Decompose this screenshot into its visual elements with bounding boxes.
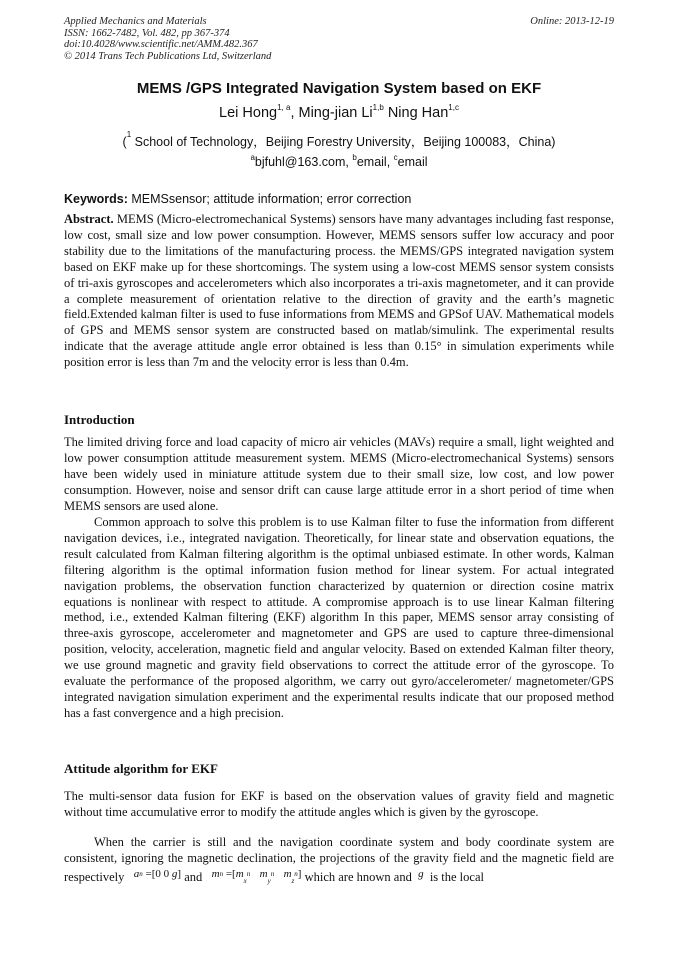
paragraph: Common approach to solve this problem is to use Kalman filter to fuse the information from different navigation devices, i.e., integrated navigation. Theoretically, for linear state and observation equations, the result calculated from Kalman filtering algorithm is the optimal unbiased estimate. In other words, Kalman filtering algorithm is the optimal information fusion method for linear system. For actual integrated navigation problems, the observation function characterized by quaternion or direction cosine matrix equations is nonlinear with respect to attitude. A compromise approach is to use linear Kalman filtering method, i.e., extended Kalman filtering (EKF) algorithm In this paper, MEMS sensor array consisting of three-axis gyroscope, accelerometer and magnetometer and GPS are used to capture three-dimensional position, velocity, acceleration, magnetic field and angular velocity. Based on extended Kalman filter theory, we use ground magnetic and gravity field observations to correct the attitude error of the gyroscope. To evaluate the performance of the proposed algorithm, we carry out gyro/accelerometer/ magnetometer/GPS integrated navigation simulation experiment and the experimental results indicate that our proposed method has a fast convergence and a high precision. (64, 515, 614, 720)
author-affil-mark: 1,b (372, 103, 384, 112)
keywords (64, 192, 614, 206)
journal-doi: doi:10.4028/www.scientific.net/AMM.482.367 (64, 39, 258, 50)
author-list: Lei Hong$^{1, a}$, Ming-jian Li$^{1,b}$ Ning Han$^{1,c}$ (219, 103, 459, 121)
author-affil-mark: 1, a (277, 103, 291, 112)
online-date: Online: 2013-12-19 (530, 16, 614, 27)
journal-name: Applied Mechanics and Materials (64, 16, 207, 27)
abstract (64, 212, 614, 371)
equation-gravity: $a^n =[0$ 0 g] (133, 867, 182, 880)
keywords-label: Keywords: (64, 192, 128, 206)
email-link[interactable]: email (356, 155, 387, 169)
journal-header (64, 16, 271, 62)
abstract-text: MEMS (Micro-electromechanical Systems) sensors have many advantages including fast response, low cost, small size and low power consumption. However, MEMS sensors suffer low accuracy and poor stability due to the limitations of the manufacturing process. the MEMS/GPS integrated navigation system based on EKF make up for these shortcomings. The system using a low-cost MEMS sensor system consists of tri-axis gyroscopes and accelerometers which also incorporates a tri-axis magnetometer, and it can provide a complete measurement of orientation relative to the direction of gravity and the earth’s magnetic field.Extended kalman filter is used to fuse informations from MEMS and GPSof UAV. Mathematical models of GPS and MEMS sensor system are constructed based on matlab/simulink. The experimental results indicate that the average attitude angle error obtained is less than 0.15° in simulation experiments while position error is less than 7m and the velocity error is less than 0.4m. (64, 212, 614, 370)
paragraph: The limited driving force and load capacity of micro air vehicles (MAVs) require a small, light weighted and low power consumption attitude measurement system. MEMS (Micro-electromechanical Systems) sensors have been widely used in miniature attitude system due to their small size, low cost, and low power consumption. However, noise and sensor drift can cause large attitude error in a short period of time when MEMS sensors are used alone. (64, 435, 614, 513)
email-list: $^a$bjfuhl@163.com, $^b$email, $^c$email (250, 153, 428, 169)
author-name: Ning Han (387, 105, 449, 121)
journal-issn: ISSN: 1662-7482, Vol. 482, pp 367-374 (64, 27, 230, 39)
paragraph: The multi-sensor data fusion for EKF is based on the observation values of gravity field and magnetic without time accumulative error to modify the attitude angles which is given by the gyroscope. (64, 789, 614, 819)
paragraph-with-equations: When the carrier is still and the navigation coordinate system and body coordinate system are consistent, ignoring the magnetic declination, the projections of the gravity field and the magnetic field are respectively $a^n =[0$ 0 g] and $m^n =[mx^n$ $my^n$ $mz^n$] which are hnown and g is the local (64, 835, 614, 885)
section-heading-attitude-algorithm: Attitude algorithm for EKF (64, 761, 218, 776)
author-name: Lei Hong (219, 105, 278, 121)
author-affil-mark: 1,c (448, 103, 459, 112)
email-link[interactable]: email (397, 155, 428, 169)
paper-title: MEMS /GPS Integrated Navigation System based on EKF (136, 80, 542, 97)
keywords-text: MEMSsensor; attitude information; error correction (127, 192, 412, 206)
abstract-label: Abstract. (64, 212, 114, 226)
journal-copyright: © 2014 Trans Tech Publications Ltd, Switzerland (64, 50, 272, 62)
section-heading-introduction: Introduction (64, 412, 135, 427)
affiliation: ($^1$ School of Technology，Beijing Forestry University，Beijing 100083，China) (122, 130, 556, 149)
email-link[interactable]: bjfuhl@163.com (254, 155, 346, 169)
symbol-g: g (418, 867, 424, 880)
equation-magnetic: $m^n =[mx^n$ $my^n$ $mz^n$] (211, 867, 302, 885)
author-name: Ming-jian Li (298, 105, 373, 121)
